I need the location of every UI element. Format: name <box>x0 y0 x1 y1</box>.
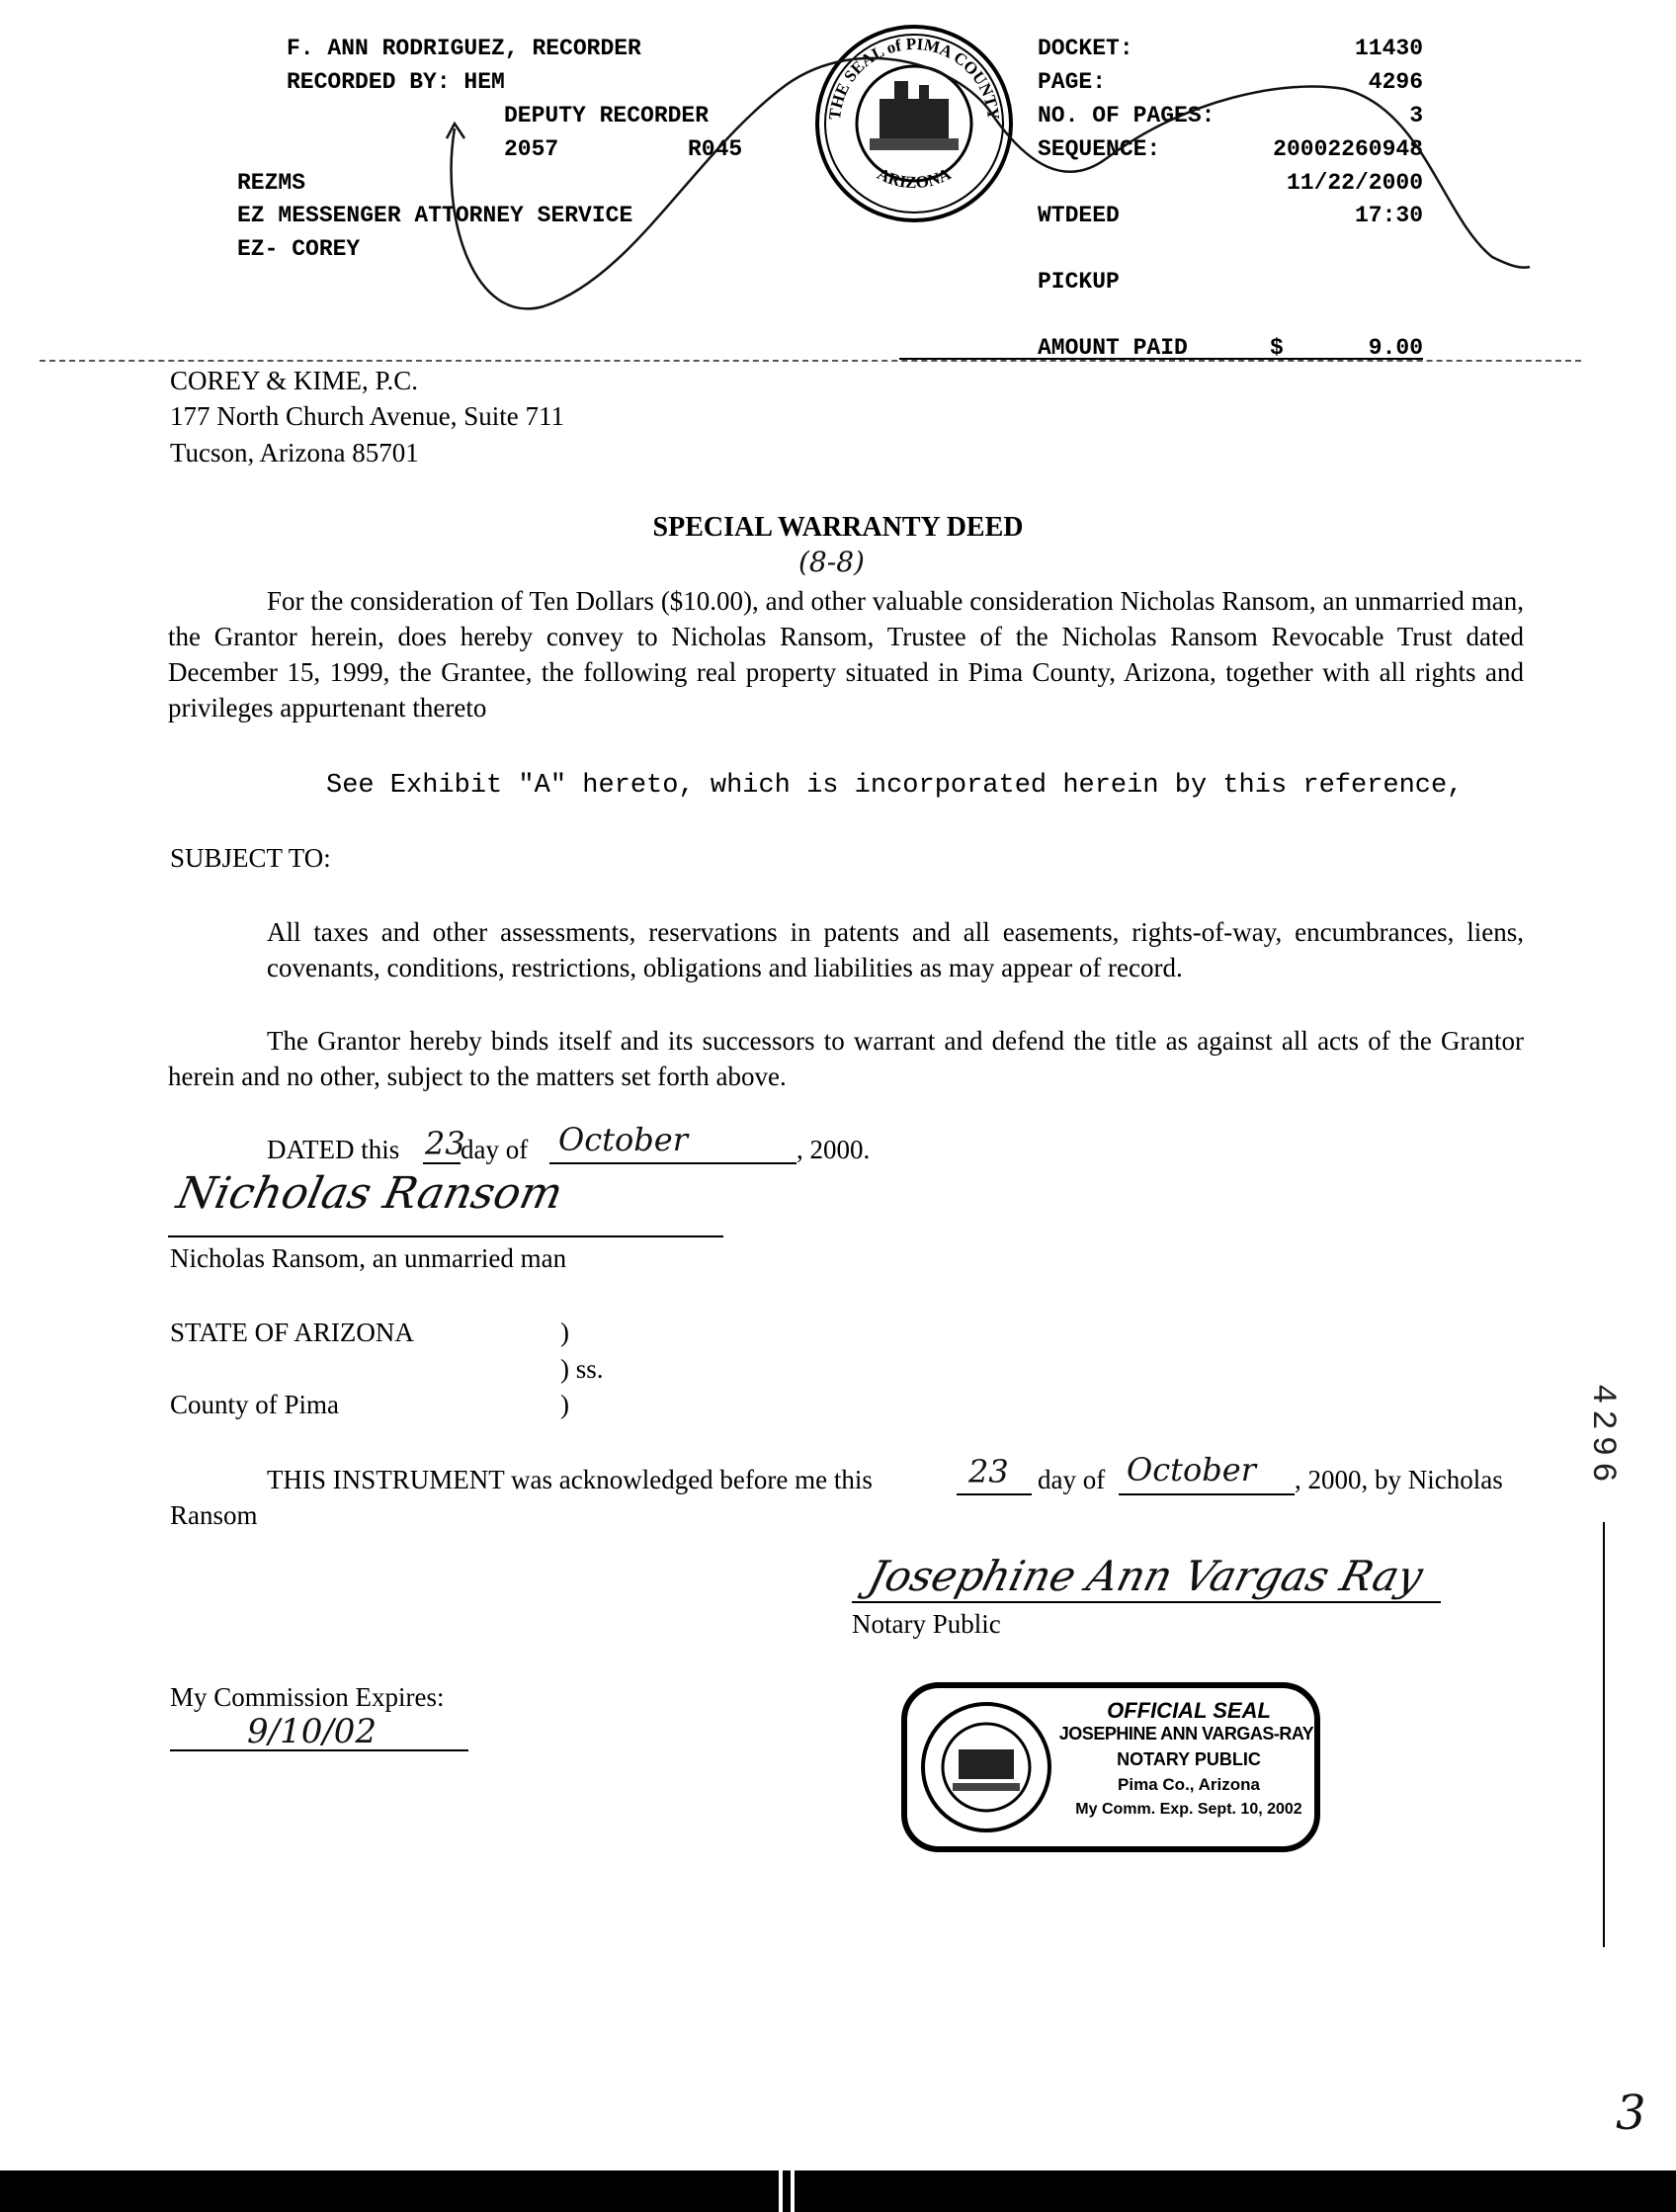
document-type: WTDEED <box>1038 203 1120 228</box>
county-line: County of Pima <box>170 1390 340 1419</box>
grantor-caption: Nicholas Ransom, an unmarried man <box>170 1243 567 1273</box>
commission-label: My Commission Expires: <box>170 1682 445 1712</box>
stamp-line1: OFFICIAL SEAL <box>1107 1698 1271 1723</box>
margin-stamp-rule <box>1603 1522 1605 1947</box>
scanner-bar <box>0 2170 1676 2212</box>
pickup-label: PICKUP <box>1038 269 1120 295</box>
ack-suffix: , 2000, by Nicholas <box>1295 1465 1503 1494</box>
stamp-line5: My Comm. Exp. Sept. 10, 2002 <box>1075 1801 1302 1818</box>
amount-label: AMOUNT PAID <box>1038 335 1188 361</box>
taxes-paragraph: All taxes and other assessments, reservations in patents and all easements, rights-of-way, encumbrances, liens, covenants, conditions, restrictions, obligations and liabilities as may appear of record. <box>267 917 1524 982</box>
pen-scribble <box>435 40 1532 336</box>
page-value: 4296 <box>1368 69 1423 95</box>
recorder-name: F. ANN RODRIGUEZ, RECORDER <box>287 36 641 61</box>
ack-prefix: THIS INSTRUMENT was acknowledged before me this <box>267 1465 873 1494</box>
page-mark: 3 <box>1616 2085 1646 2141</box>
deed-title: SPECIAL WARRANTY DEED <box>652 512 1024 543</box>
notary-stamp-seal <box>919 1700 1053 1834</box>
venue-paren-1: ) <box>560 1318 569 1347</box>
stamp-line4: Pima Co., Arizona <box>1118 1775 1260 1794</box>
notary-signature-line <box>852 1601 1441 1603</box>
svg-text:THE SEAL of PIMA COUNTY: THE SEAL of PIMA COUNTY <box>824 34 1004 122</box>
recorder-code-b: R045 <box>688 136 743 162</box>
header-separator <box>40 360 1581 362</box>
record-date: 11/22/2000 <box>1286 170 1423 196</box>
grantor-signature: Nicholas Ransom <box>172 1168 567 1219</box>
sequence-value: 20002260948 <box>1273 136 1423 162</box>
notary-stamp <box>901 1682 1320 1852</box>
return-address-line1: COREY & KIME, P.C. <box>170 366 419 395</box>
stamp-line2: JOSEPHINE ANN VARGAS-RAY <box>1058 1724 1314 1744</box>
dated-day: 23 <box>425 1125 465 1162</box>
return-address-line2: 177 North Church Avenue, Suite 711 <box>170 401 564 431</box>
record-time: 17:30 <box>1354 203 1423 228</box>
margin-stamp-number: 4296 <box>1583 1384 1621 1489</box>
venue-ss: ) ss. <box>560 1354 604 1384</box>
binds-paragraph: The Grantor hereby binds itself and its successors to warrant and defend the title as against all acts of the Grantor herein and no other, subject to the matters set forth above. <box>168 1026 1524 1091</box>
ack-month-rule <box>1119 1493 1295 1495</box>
ack-name-tail: Ransom <box>170 1500 258 1530</box>
commission-rule <box>170 1749 468 1751</box>
ez-corey: EZ- COREY <box>237 236 361 262</box>
page-label: PAGE: <box>1038 69 1107 95</box>
notary-caption: Notary Public <box>852 1609 1001 1639</box>
notary-signature: Josephine Ann Vargas Ray <box>863 1552 1428 1600</box>
exhibit-reference: See Exhibit "A" hereto, which is incorporated herein by this reference, <box>326 771 1464 801</box>
grantor-signature-line <box>168 1235 723 1237</box>
recorded-by: RECORDED BY: HEM <box>287 69 505 95</box>
svg-text:ARIZONA: ARIZONA <box>874 164 955 193</box>
pages-label: NO. OF PAGES: <box>1038 103 1215 128</box>
dated-month: October <box>558 1121 688 1158</box>
rezms-code: REZMS <box>237 170 306 196</box>
state-line: STATE OF ARIZONA <box>170 1318 414 1347</box>
amount-value: 9.00 <box>1368 335 1423 361</box>
dated-suffix: , 2000. <box>796 1135 871 1164</box>
dated-mid: day of <box>461 1135 529 1164</box>
deputy-recorder: DEPUTY RECORDER <box>504 103 710 128</box>
docket-value: 11430 <box>1354 36 1423 61</box>
consideration-paragraph: For the consideration of Ten Dollars ($10.00), and other valuable consideration Nicholas Ransom, an unmarried man, the Grantor herein, does hereby convey to Nicholas Ransom, Trustee of the Nicholas Ransom Revocable Trust dated December 15, 1999, the Grantee, the following real property situated in Pima County, Arizona, together with all rights and privileges appurtenant thereto <box>168 586 1524 723</box>
ack-mid: day of <box>1038 1465 1106 1494</box>
messenger-service: EZ MESSENGER ATTORNEY SERVICE <box>237 203 633 228</box>
recorder-code-a: 2057 <box>504 136 559 162</box>
commission-date: 9/10/02 <box>247 1712 377 1751</box>
venue-paren-2: ) <box>560 1390 569 1419</box>
dated-prefix: DATED this <box>267 1135 400 1164</box>
stamp-line3: NOTARY PUBLIC <box>1117 1749 1261 1769</box>
subject-to-heading: SUBJECT TO: <box>170 843 331 873</box>
ack-month: October <box>1127 1451 1256 1489</box>
ack-day-rule <box>957 1493 1032 1495</box>
deed-title-note: (8-8) <box>798 546 865 578</box>
return-address-line3: Tucson, Arizona 85701 <box>170 438 419 468</box>
currency-symbol: $ <box>1270 335 1284 361</box>
pages-value: 3 <box>1409 103 1423 128</box>
sequence-label: SEQUENCE: <box>1038 136 1161 162</box>
dated-day-rule <box>423 1162 461 1164</box>
docket-label: DOCKET: <box>1038 36 1133 61</box>
dated-month-rule <box>549 1162 796 1164</box>
ack-day: 23 <box>968 1453 1009 1490</box>
